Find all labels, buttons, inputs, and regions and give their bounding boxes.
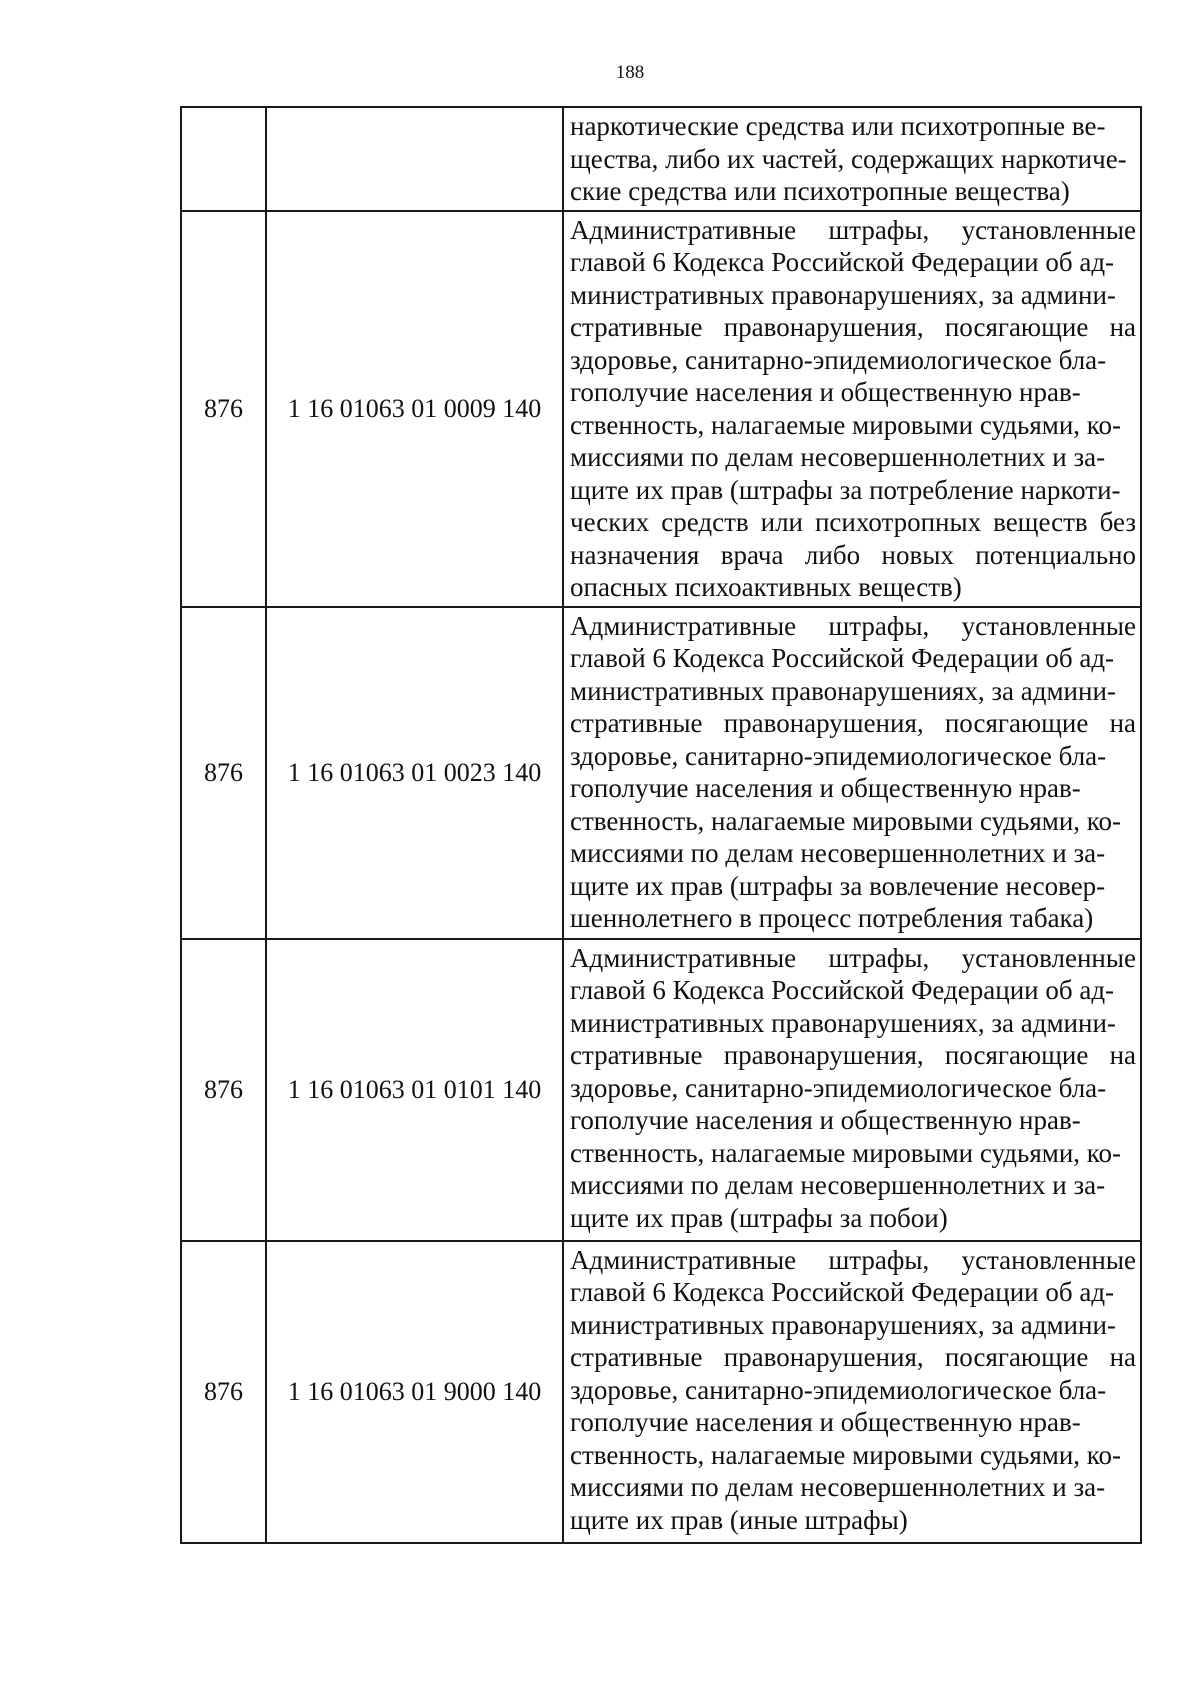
table-row (181, 107, 1141, 211)
description-line: министративных правонарушениях, за админи- (570, 675, 1116, 706)
kbk-code-cell: 1 16 01063 01 0009 140 (266, 211, 563, 607)
description-line: гополучие населения и общественную нрав- (570, 773, 1081, 803)
kbk-code-cell (266, 107, 563, 211)
description-line: миссиями по делам несовершеннолетних и за- (570, 1472, 1106, 1502)
description-line: щите их прав (штрафы за вовлечение несовер- (570, 870, 1106, 901)
kbk-code-cell: 1 16 01063 01 0101 140 (266, 939, 563, 1241)
table-row (181, 607, 1141, 939)
description-line: здоровье, санитарно-эпидемиологическое бла- (570, 344, 1107, 375)
description-line: ственность, налагаемые мировыми судьями, ко- (570, 1439, 1122, 1470)
description-line: ственность, налагаемые мировыми судьями, ко- (570, 409, 1122, 440)
description-line: здоровье, санитарно-эпидемиологическое бла- (570, 1072, 1107, 1103)
description-line: главой 6 Кодекса Российской Федерации об ад- (570, 643, 1115, 673)
description-line: ственность, налагаемые мировыми судьями, ко- (570, 805, 1122, 836)
description-line: ские средства или психотропные вещества) (570, 176, 1070, 206)
description-line: министративных правонарушениях, за админи- (570, 1007, 1116, 1038)
description-line: ческих средств или психотропных веществ без (570, 507, 1136, 537)
admin-code-cell: 876 (181, 211, 266, 607)
description-line: Административные штрафы, установленные (570, 1244, 1136, 1275)
table-row (181, 1241, 1141, 1543)
description-line: стративные правонарушения, посягающие на (570, 1040, 1136, 1070)
description-line: щества, либо их частей, содержащих наркотиче- (570, 143, 1127, 174)
description-cell (563, 607, 1141, 939)
description-line: гополучие населения и общественную нрав- (570, 377, 1081, 407)
description-line: щите их прав (штрафы за побои) (570, 1202, 948, 1233)
description-line: министративных правонарушениях, за админи- (570, 1309, 1116, 1340)
description-line: стративные правонарушения, посягающие на (570, 312, 1136, 342)
description-cell (563, 211, 1141, 607)
description-line: щите их прав (штрафы за потребление наркоти- (570, 474, 1121, 505)
description-line: щите их прав (иные штрафы) (570, 1504, 908, 1535)
admin-code-cell: 876 (181, 1241, 266, 1543)
description-line: наркотические средства или психотропные ве- (570, 111, 1106, 141)
description-line: гополучие населения и общественную нрав- (570, 1105, 1081, 1135)
description-line: миссиями по делам несовершеннолетних и за- (570, 838, 1106, 868)
admin-code-cell (181, 107, 266, 211)
description-line: миссиями по делам несовершеннолетних и за- (570, 1170, 1106, 1200)
description-line: здоровье, санитарно-эпидемиологическое бла- (570, 1374, 1107, 1405)
page-number: 188 (615, 62, 645, 83)
description-line: опасных психоактивных веществ) (570, 572, 962, 602)
budget-codes-table (180, 106, 1142, 1544)
description-line: министративных правонарушениях, за админи- (570, 279, 1116, 310)
description-line: Административные штрафы, установленные (570, 942, 1136, 973)
description-cell (563, 107, 1141, 211)
description-line: главой 6 Кодекса Российской Федерации об ад- (570, 247, 1115, 277)
kbk-code-cell: 1 16 01063 01 9000 140 (266, 1241, 563, 1543)
description-line: стративные правонарушения, посягающие на (570, 1342, 1136, 1372)
admin-code-cell: 876 (181, 939, 266, 1241)
table-row (181, 939, 1141, 1241)
description-line: стративные правонарушения, посягающие на (570, 708, 1136, 738)
description-line: здоровье, санитарно-эпидемиологическое бла- (570, 740, 1107, 771)
description-line: главой 6 Кодекса Российской Федерации об ад- (570, 1277, 1115, 1307)
description-line: назначения врача либо новых потенциально (570, 539, 1136, 570)
description-line: миссиями по делам несовершеннолетних и за- (570, 442, 1106, 472)
description-line: Административные штрафы, установленные (570, 610, 1136, 641)
description-line: главой 6 Кодекса Российской Федерации об ад- (570, 975, 1115, 1005)
description-cell (563, 1241, 1141, 1543)
description-cell (563, 939, 1141, 1241)
description-line: шеннолетнего в процесс потребления табака) (570, 903, 1094, 933)
description-line: ственность, налагаемые мировыми судьями, ко- (570, 1137, 1122, 1168)
description-line: Административные штрафы, установленные (570, 214, 1136, 245)
admin-code-cell: 876 (181, 607, 266, 939)
description-line: гополучие населения и общественную нрав- (570, 1407, 1081, 1437)
kbk-code-cell: 1 16 01063 01 0023 140 (266, 607, 563, 939)
table-row (181, 211, 1141, 607)
